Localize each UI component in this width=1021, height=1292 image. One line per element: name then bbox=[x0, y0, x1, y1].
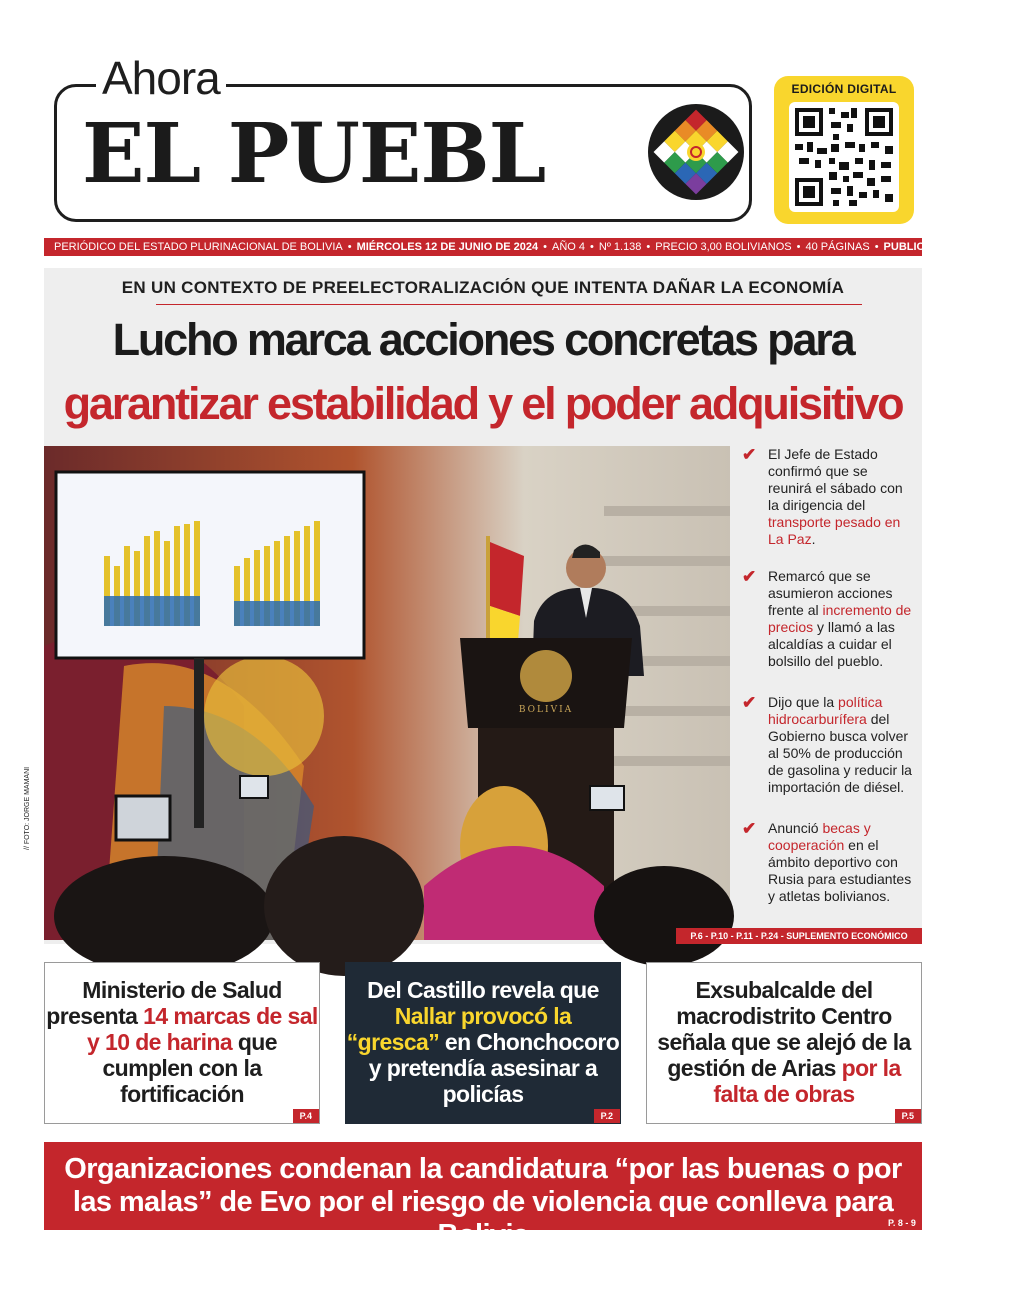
story-box-salud[interactable]: Ministerio de Salud presenta 14 marcas de sal y 10 de harina que cumplen con la fortificación P.4 bbox=[44, 962, 320, 1124]
edition-price: PRECIO 3,00 BOLIVIANOS bbox=[655, 241, 792, 253]
wiphala-logo-icon bbox=[648, 104, 744, 200]
check-icon: ✔ bbox=[742, 567, 757, 586]
separator: • bbox=[543, 241, 547, 253]
lead-supra-headline: EN UN CONTEXTO DE PREELECTORALIZACIÓN QUE INTENTA DAÑAR LA ECONOMÍA bbox=[121, 278, 845, 297]
separator: • bbox=[874, 241, 879, 253]
edition-description: PERIÓDICO DEL ESTADO PLURINACIONAL DE BOLIVIA bbox=[54, 241, 343, 253]
separator: • bbox=[347, 241, 352, 253]
qr-code-icon[interactable] bbox=[789, 102, 899, 212]
story-box-exsubalcalde[interactable]: Exsubalcalde del macrodistrito Centro señala que se alejó de la gestión de Arias por la falta de obras P.5 bbox=[646, 962, 922, 1124]
separator: • bbox=[796, 241, 801, 253]
lead-headline-line1[interactable]: Lucho marca acciones concretas para bbox=[112, 314, 854, 365]
check-icon: ✔ bbox=[742, 819, 757, 838]
digital-edition-qr[interactable] bbox=[774, 76, 914, 224]
digital-edition-label: EDICIÓN DIGITAL bbox=[791, 82, 897, 96]
edition-pages: 40 PÁGINAS bbox=[805, 241, 870, 253]
edition-date: MIÉRCOLES 12 DE JUNIO DE 2024 bbox=[356, 241, 539, 253]
newspaper-name: EL PUEBL bbox=[82, 106, 546, 202]
lead-headline-line2[interactable]: garantizar estabilidad y el poder adquisitivo bbox=[63, 378, 903, 429]
edition-info-strip bbox=[44, 238, 1021, 256]
photo-credit: // FOTO: JORGE MAMANI bbox=[24, 766, 31, 850]
lead-bullet: ✔ El Jefe de Estado confirmó que se reunirá el sábado con la dirigencia del transporte pesado en La Paz. bbox=[742, 445, 903, 547]
masthead-kicker: Ahora bbox=[96, 52, 226, 104]
lead-bullet: ✔ Dijo que la política hidrocarburífera del Gobierno busca volver al 50% de producción de gasolina y reducir la importación de diésel. bbox=[742, 693, 912, 795]
lead-bullet: ✔ Remarcó que se asumieron acciones frente al incremento de precios y llamó a las alcaldías a cuidar el bolsillo del pueblo. bbox=[742, 567, 912, 669]
lead-story[interactable] bbox=[44, 268, 922, 944]
lead-page-references[interactable]: P.6 - P.10 - P.11 - P.24 - SUPLEMENTO ECONÓMICO bbox=[676, 928, 922, 944]
edition-scope: PUBLICACIÓN NACIONAL bbox=[883, 241, 1021, 253]
check-icon: ✔ bbox=[742, 445, 757, 464]
story-box-del-castillo[interactable]: Del Castillo revela que Nallar provocó la “gresca” en Chonchocoro y pretendía asesinar a policías P.2 bbox=[345, 962, 621, 1124]
check-icon: ✔ bbox=[742, 693, 757, 712]
lead-bullet: ✔ Anunció becas y cooperación en el ámbito deportivo con Rusia para estudiantes y atletas bolivianos. bbox=[742, 819, 912, 904]
podium-label: BOLIVIA bbox=[518, 705, 574, 715]
edition-number: Nº 1.138 bbox=[598, 241, 642, 253]
separator: • bbox=[646, 241, 651, 253]
edition-year: AÑO 4 bbox=[552, 241, 586, 253]
separator: • bbox=[590, 241, 594, 253]
page-reference: P.2 bbox=[594, 1109, 620, 1123]
bottom-headline[interactable]: Organizaciones condenan la candidatura “por las buenas o por las malas” de Evo por el riesgo de violencia que conlleva para Bolivia bbox=[44, 1142, 922, 1230]
page-reference: P.5 bbox=[895, 1109, 921, 1123]
supra-divider bbox=[156, 304, 862, 305]
bottom-page-reference: P. 8 - 9 bbox=[888, 1218, 916, 1228]
page-reference: P.4 bbox=[293, 1109, 319, 1123]
lead-photo bbox=[44, 446, 730, 940]
